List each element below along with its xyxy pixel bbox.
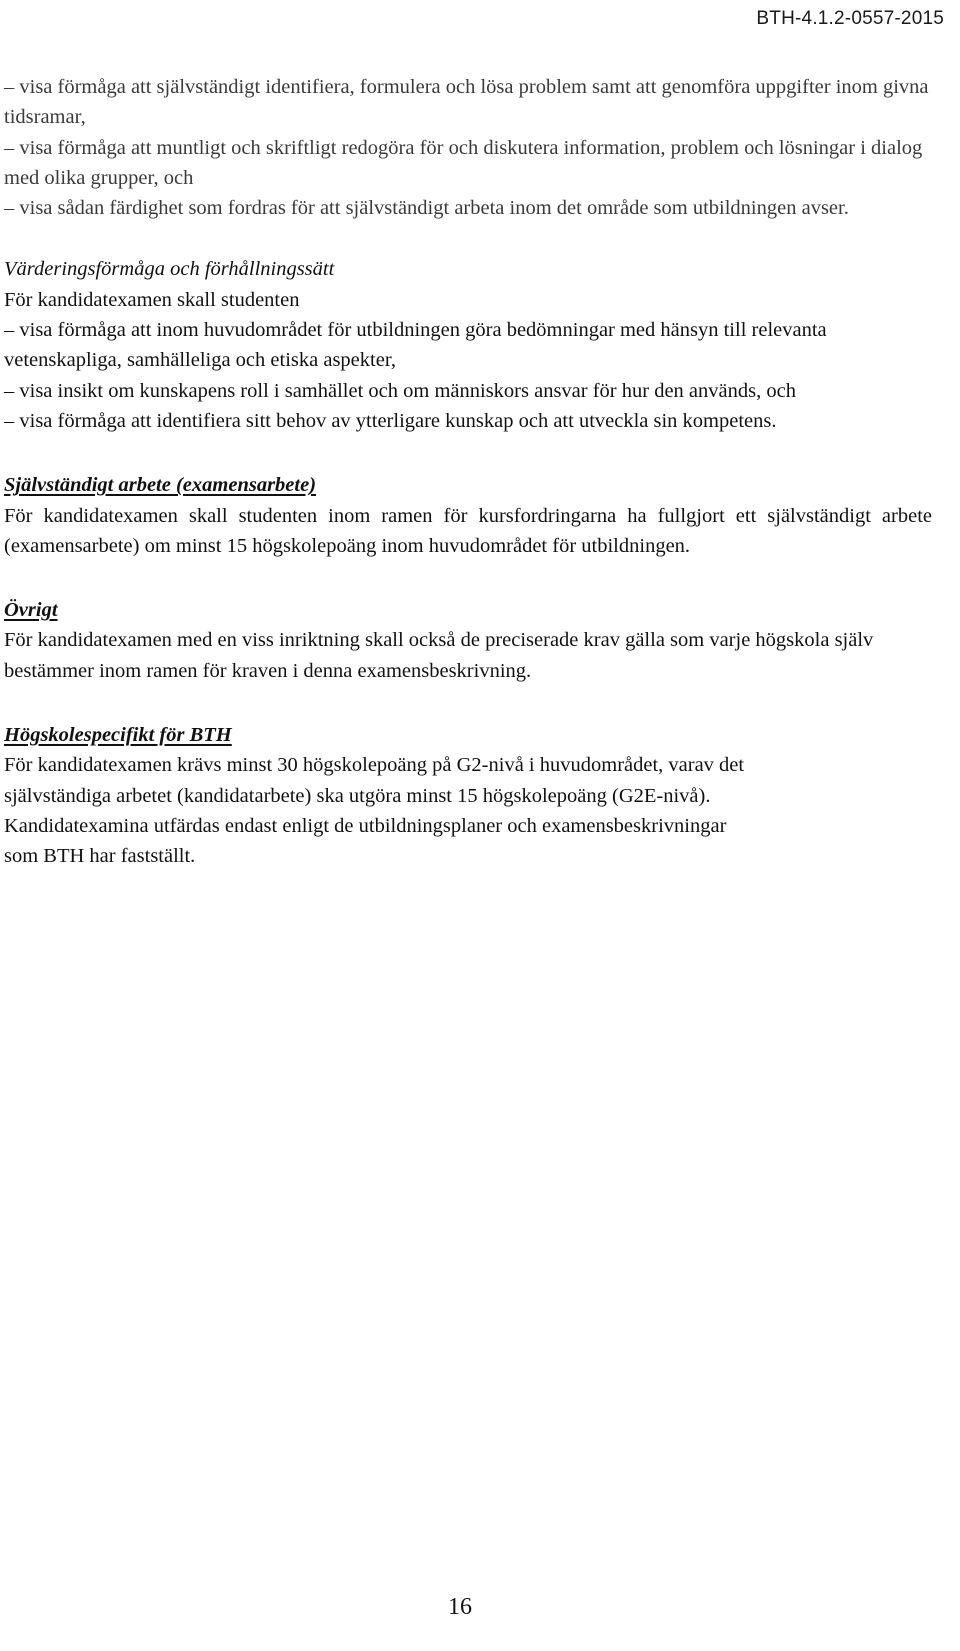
- section-intro: För kandidatexamen skall studenten: [4, 288, 300, 311]
- other-section: [4, 595, 932, 686]
- list-item: – visa förmåga att självständigt identifiera, formulera och lösa problem samt att genomföra uppgifter inom givna tidsramar,: [4, 76, 929, 129]
- body-line: Kandidatexamina utfärdas endast enligt de utbildningsplaner och examensbeskrivningar: [4, 814, 727, 837]
- section-heading: Övrigt: [4, 599, 58, 622]
- list-item: – visa sådan färdighet som fordras för att självständigt arbeta inom det område som utbildningen avser.: [4, 197, 849, 220]
- section-heading: Värderingsförmåga och förhållningssätt: [4, 258, 335, 281]
- section-heading: Högskolespecifikt för BTH: [4, 724, 232, 747]
- list-item: – visa förmåga att muntligt och skriftligt redogöra för och diskutera information, problem och lösningar i dialog med olika grupper, och: [4, 136, 923, 189]
- section-body: [4, 750, 932, 871]
- document-body: [4, 72, 932, 872]
- list-item: – visa förmåga att inom huvudområdet för utbildningen göra bedömningar med hänsyn till relevanta vetenskapliga, samhälleliga och etiska aspekter,: [4, 319, 827, 372]
- section-heading: Självständigt arbete (examensarbete): [4, 474, 317, 497]
- page-number: 16: [448, 1594, 472, 1620]
- skills-list: [4, 72, 932, 223]
- list-item: – visa insikt om kunskapens roll i samhället och om människors ansvar för hur den används, och: [4, 379, 796, 402]
- section-body: För kandidatexamen skall studenten inom ramen för kursfordringarna ha fullgjort ett självständigt arbete (examensarbete) om minst 15 högskolepoäng inom huvudområdet för utbildningen.: [4, 504, 932, 557]
- body-line: För kandidatexamen krävs minst 30 högskolepoäng på G2-nivå i huvudområdet, varav det: [4, 754, 745, 777]
- body-line: som BTH har fastställt.: [4, 845, 196, 868]
- body-line: självständiga arbetet (kandidatarbete) ska utgöra minst 15 högskolepoäng (G2E-nivå).: [4, 784, 711, 807]
- thesis-section: [4, 470, 932, 561]
- bth-section: [4, 720, 932, 871]
- section-body: För kandidatexamen med en viss inriktning skall också de preciserade krav gälla som varje högskola själv bestämmer inom ramen för kraven i denna examensbeskrivning.: [4, 629, 874, 682]
- document-id: BTH-4.1.2-0557-2015: [756, 8, 944, 29]
- values-section: [4, 254, 932, 436]
- list-item: – visa förmåga att identifiera sitt behov av ytterligare kunskap och att utveckla sin kompetens.: [4, 409, 777, 432]
